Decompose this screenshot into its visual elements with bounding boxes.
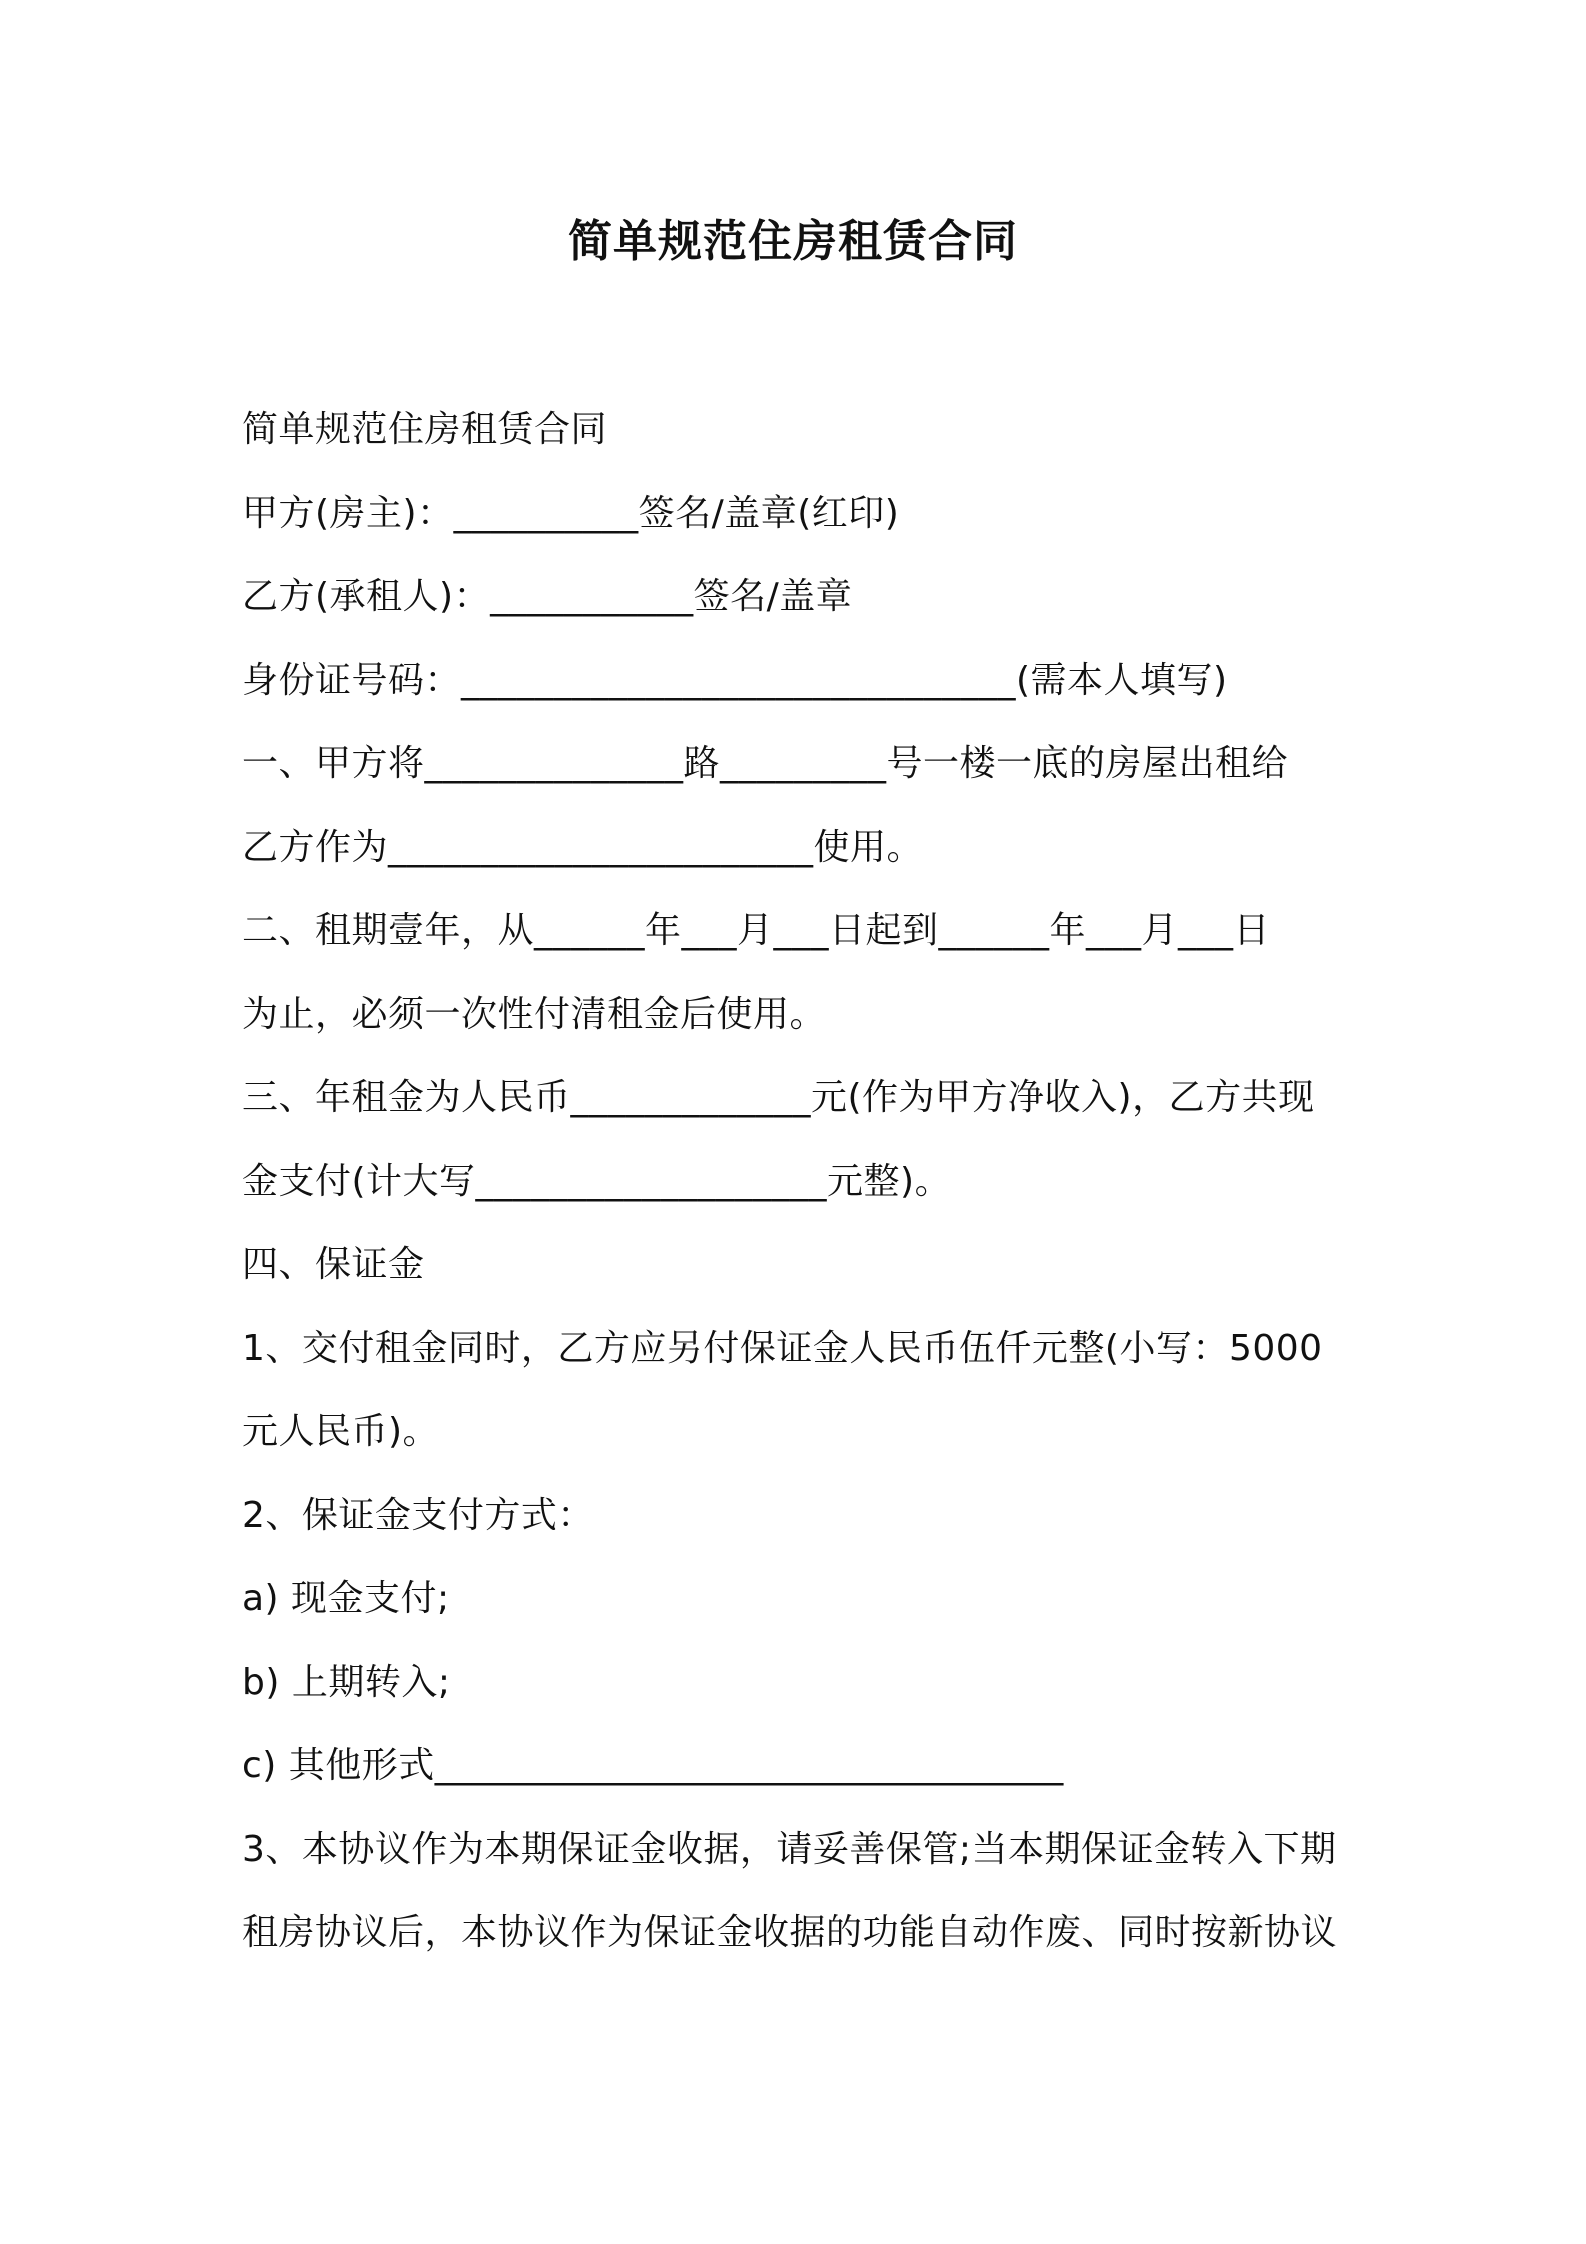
clause-1-line-1: 一、甲方将______________路_________号一楼一底的房屋出租给 (242, 743, 1289, 784)
deposit-item-1-line-2: 元人民币)。 (242, 1411, 440, 1452)
deposit-item-1-line-1: 1、交付租金同时，乙方应另付保证金人民币伍仟元整(小写：5000 (242, 1327, 1323, 1369)
clause-1-line-2: 乙方作为_______________________使用。 (242, 826, 924, 868)
document-body (242, 404, 1362, 1991)
deposit-item-3-line-2: 租房协议后，本协议作为保证金收据的功能自动作废、同时按新协议 (242, 1912, 1338, 1953)
clause-2-line-1: 二、租期壹年，从______年___月___日起到______年___月___日 (242, 910, 1271, 951)
clause-2-line-2: 为止，必须一次性付清租金后使用。 (242, 993, 827, 1035)
deposit-item-3-line-1: 3、本协议作为本期保证金收据，请妥善保管;当本期保证金转入下期 (242, 1828, 1337, 1870)
clause-4-heading: 四、保证金 (242, 1244, 425, 1285)
party-b-line: 乙方(承租人)：___________签名/盖章 (242, 576, 853, 617)
party-a-line: 甲方(房主)：__________签名/盖章(红印) (242, 492, 900, 534)
document-title: 简单规范住房租赁合同 (568, 216, 1018, 267)
id-number-line: 身份证号码：______________________________(需本人填写) (242, 659, 1228, 701)
clause-3-line-2: 金支付(计大写___________________元整)。 (242, 1160, 952, 1202)
payment-option-a: a) 现金支付; (242, 1578, 450, 1619)
clause-3-line-1: 三、年租金为人民币_____________元(作为甲方净收入)，乙方共现 (242, 1077, 1315, 1118)
payment-option-b: b) 上期转入; (242, 1661, 451, 1703)
subtitle-line: 简单规范住房租赁合同 (242, 409, 608, 450)
deposit-item-2: 2、保证金支付方式： (242, 1494, 594, 1536)
payment-option-c: c) 其他形式__________________________________ (242, 1745, 1064, 1786)
